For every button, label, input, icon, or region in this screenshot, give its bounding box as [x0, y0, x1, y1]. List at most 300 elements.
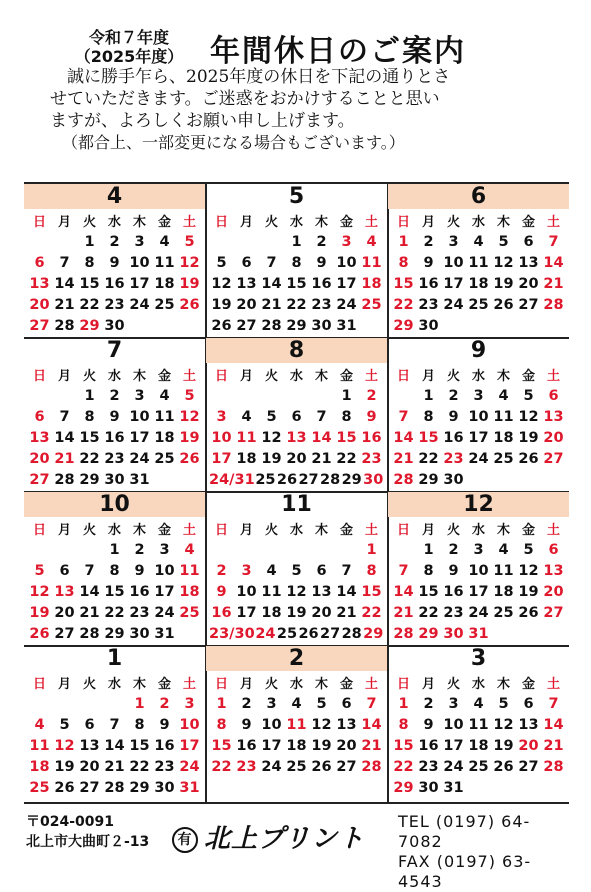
weekday-header — [388, 676, 569, 694]
day-cell: 28 — [393, 626, 414, 642]
weekday-label: 月 — [57, 215, 71, 230]
day-cell: 11 — [154, 255, 175, 271]
weekday-header — [206, 214, 387, 232]
week-row — [388, 778, 569, 799]
day-cell: 18 — [236, 451, 257, 467]
day-cell: 12 — [493, 255, 514, 271]
day-cell: 11 — [468, 717, 489, 733]
day-cell: 21 — [311, 451, 332, 467]
weekday-label: 日 — [32, 677, 46, 692]
day-cell: 10 — [468, 563, 489, 579]
month-block — [24, 646, 205, 800]
day-cell — [491, 470, 516, 491]
week-row — [206, 624, 387, 645]
day-cell: 1 — [84, 234, 95, 250]
week-row — [24, 603, 205, 624]
day-cell: 26 — [518, 451, 539, 467]
day-cell: 2 — [109, 234, 120, 250]
day-cell: 22 — [393, 759, 414, 775]
day-cell: 21 — [543, 738, 564, 754]
day-cell: 6 — [523, 696, 534, 712]
day-cell: 6 — [548, 542, 559, 558]
month-block — [206, 646, 387, 800]
day-cell: 21 — [393, 605, 414, 621]
day-cell: 6 — [316, 563, 327, 579]
day-cell: 18 — [493, 430, 514, 446]
day-cell: 10 — [443, 255, 464, 271]
weekday-label: 木 — [314, 523, 328, 538]
weekday-label: 水 — [289, 369, 303, 384]
weekday-label: 水 — [471, 523, 485, 538]
weekday-label: 土 — [182, 369, 196, 384]
day-cell: 4 — [473, 234, 484, 250]
day-cell: 16 — [443, 584, 464, 600]
day-cell: 19 — [518, 584, 539, 600]
day-cell: 24 — [443, 759, 464, 775]
day-cell: 30 — [104, 472, 125, 488]
day-cell: 16 — [443, 430, 464, 446]
weekday-label: 木 — [314, 677, 328, 692]
week-row — [206, 757, 387, 778]
day-cell: 7 — [398, 563, 409, 579]
day-cell: 23 — [418, 297, 439, 313]
day-cell: 26 — [29, 626, 50, 642]
weekday-label: 金 — [339, 215, 353, 230]
month-label: 6 — [388, 184, 569, 209]
day-cell: 22 — [286, 297, 307, 313]
day-cell: 3 — [216, 409, 227, 425]
day-cell: 27 — [543, 605, 564, 621]
week-row — [24, 316, 205, 337]
day-cell: 22 — [211, 759, 232, 775]
day-cell: 29 — [363, 626, 384, 642]
company-name: 北上プリント — [204, 824, 365, 854]
double-date: 23/30 — [209, 626, 255, 642]
weekday-label: 土 — [546, 215, 560, 230]
day-cell: 29 — [393, 318, 414, 334]
day-cell: 5 — [34, 563, 45, 579]
weekday-label: 月 — [239, 523, 253, 538]
day-cell: 15 — [79, 430, 100, 446]
day-cell: 5 — [216, 255, 227, 271]
week-row — [24, 715, 205, 736]
day-cell: 4 — [34, 717, 45, 733]
day-cell — [77, 694, 102, 715]
day-cell: 26 — [179, 297, 200, 313]
day-cell: 26 — [518, 605, 539, 621]
weekday-label: 日 — [214, 369, 228, 384]
week-row — [24, 778, 205, 799]
day-cell: 23 — [129, 605, 150, 621]
weekday-label: 月 — [57, 369, 71, 384]
day-cell: 9 — [241, 717, 252, 733]
day-cell: 14 — [543, 255, 564, 271]
weekday-header — [206, 522, 387, 540]
month-label: 4 — [24, 184, 205, 209]
day-cell: 14 — [54, 430, 75, 446]
weekday-label: 火 — [264, 215, 278, 230]
weekday-header — [24, 676, 205, 694]
week-row — [388, 295, 569, 316]
day-cell: 20 — [79, 759, 100, 775]
week-row — [388, 603, 569, 624]
month-label: 7 — [106, 338, 123, 363]
day-cell: 3 — [184, 696, 195, 712]
week-row — [388, 757, 569, 778]
day-cell: 6 — [84, 717, 95, 733]
day-cell: 9 — [216, 584, 227, 600]
day-cell — [491, 624, 516, 645]
day-cell: 2 — [448, 388, 459, 404]
company-prefix-mark: 有 — [172, 827, 198, 853]
day-cell: 11 — [236, 430, 257, 446]
day-cell — [209, 778, 234, 799]
month-label: 1 — [106, 646, 123, 671]
day-cell: 8 — [423, 563, 434, 579]
weekday-label: 土 — [546, 523, 560, 538]
week-row — [206, 386, 387, 407]
day-cell: 2 — [366, 388, 377, 404]
day-cell: 28 — [543, 759, 564, 775]
day-cell: 1 — [134, 696, 145, 712]
weekday-label: 水 — [289, 215, 303, 230]
day-cell: 23 — [361, 451, 382, 467]
day-cell: 17 — [443, 738, 464, 754]
weekday-label: 月 — [421, 369, 435, 384]
day-cell: 11 — [493, 409, 514, 425]
day-cell — [466, 778, 491, 799]
day-cell: 4 — [159, 234, 170, 250]
day-cell: 31 — [443, 780, 464, 796]
day-cell: 27 — [320, 626, 341, 642]
day-cell: 1 — [398, 234, 409, 250]
day-cell: 14 — [336, 584, 357, 600]
weekday-label: 金 — [157, 369, 171, 384]
day-cell: 2 — [216, 563, 227, 579]
day-cell: 4 — [266, 563, 277, 579]
day-cell: 2 — [423, 696, 434, 712]
day-cell: 19 — [179, 430, 200, 446]
week-row — [388, 232, 569, 253]
weekday-label: 月 — [421, 215, 435, 230]
day-cell: 26 — [493, 759, 514, 775]
day-cell: 25 — [468, 297, 489, 313]
day-cell: 12 — [54, 738, 75, 754]
day-cell: 30 — [443, 626, 464, 642]
day-cell: 19 — [179, 276, 200, 292]
week-row — [24, 428, 205, 449]
weekday-label: 日 — [214, 523, 228, 538]
weekday-header — [24, 368, 205, 386]
weekday-label: 金 — [521, 523, 535, 538]
month-block — [24, 338, 205, 492]
month-label: 11 — [281, 492, 312, 517]
day-cell — [516, 624, 541, 645]
day-cell — [177, 624, 202, 645]
day-cell: 20 — [29, 451, 50, 467]
day-cell: 11 — [154, 409, 175, 425]
month-label: 12 — [388, 492, 569, 517]
day-cell: 31 — [154, 626, 175, 642]
day-cell: 5 — [498, 234, 509, 250]
weekday-label: 日 — [214, 215, 228, 230]
day-cell: 20 — [236, 297, 257, 313]
week-row — [24, 295, 205, 316]
double-date: 24/31 — [209, 472, 255, 488]
day-cell: 17 — [468, 430, 489, 446]
weekday-label: 金 — [521, 215, 535, 230]
day-cell: 28 — [261, 318, 282, 334]
weekday-label: 水 — [107, 677, 121, 692]
day-cell: 7 — [109, 717, 120, 733]
day-cell: 9 — [134, 563, 145, 579]
day-cell: 14 — [543, 717, 564, 733]
weekday-label: 木 — [314, 215, 328, 230]
day-cell: 3 — [473, 542, 484, 558]
weekday-label: 木 — [132, 215, 146, 230]
week-row — [388, 316, 569, 337]
day-cell: 23 — [443, 605, 464, 621]
weekday-header — [24, 522, 205, 540]
day-cell: 14 — [361, 717, 382, 733]
day-cell: 28 — [320, 472, 341, 488]
week-row — [388, 715, 569, 736]
day-cell: 13 — [286, 430, 307, 446]
day-cell: 18 — [468, 276, 489, 292]
day-cell: 25 — [179, 605, 200, 621]
weekday-label: 金 — [157, 523, 171, 538]
day-cell: 15 — [129, 738, 150, 754]
address: 北上市大曲町２-13 — [26, 834, 150, 850]
day-cell: 8 — [84, 409, 95, 425]
day-cell — [27, 386, 52, 407]
day-cell — [441, 316, 466, 337]
day-cell: 20 — [518, 738, 539, 754]
day-cell: 24 — [179, 759, 200, 775]
day-cell: 16 — [418, 738, 439, 754]
day-cell: 17 — [443, 276, 464, 292]
weekday-label: 日 — [214, 677, 228, 692]
day-cell: 18 — [361, 276, 382, 292]
day-cell — [541, 316, 566, 337]
day-cell: 10 — [443, 717, 464, 733]
day-cell — [52, 232, 77, 253]
day-cell — [259, 540, 284, 561]
weekday-label: 水 — [107, 369, 121, 384]
day-cell: 12 — [286, 584, 307, 600]
day-cell: 7 — [366, 696, 377, 712]
day-cell: 6 — [59, 563, 70, 579]
day-cell — [466, 316, 491, 337]
day-cell: 12 — [311, 717, 332, 733]
day-cell: 18 — [493, 584, 514, 600]
day-cell: 19 — [518, 430, 539, 446]
day-cell: 24 — [129, 297, 150, 313]
day-cell: 11 — [286, 717, 307, 733]
day-cell: 13 — [336, 717, 357, 733]
day-cell: 8 — [398, 717, 409, 733]
week-row — [206, 582, 387, 603]
weekday-label: 火 — [446, 369, 460, 384]
day-cell: 26 — [311, 759, 332, 775]
day-cell: 10 — [261, 717, 282, 733]
weekday-label: 月 — [239, 369, 253, 384]
day-cell: 11 — [29, 738, 50, 754]
day-cell: 20 — [286, 451, 307, 467]
weekday-label: 金 — [521, 677, 535, 692]
day-cell — [52, 540, 77, 561]
day-cell: 24 — [468, 451, 489, 467]
week-row — [206, 449, 387, 470]
weekday-label: 木 — [132, 677, 146, 692]
week-row — [388, 428, 569, 449]
day-cell: 8 — [366, 563, 377, 579]
day-cell: 18 — [154, 430, 175, 446]
day-cell: 27 — [518, 297, 539, 313]
weekday-header — [388, 214, 569, 232]
day-cell: 1 — [216, 696, 227, 712]
weekday-label: 火 — [82, 215, 96, 230]
intro-line: せていただきます。ご迷惑をおかけすることと思い — [50, 89, 440, 109]
day-cell — [52, 386, 77, 407]
weekday-label: 火 — [82, 369, 96, 384]
weekday-label: 水 — [289, 677, 303, 692]
day-cell: 22 — [129, 759, 150, 775]
day-cell: 9 — [423, 255, 434, 271]
day-cell: 3 — [448, 234, 459, 250]
day-cell: 27 — [29, 318, 50, 334]
weekday-label: 水 — [107, 215, 121, 230]
day-cell: 27 — [518, 759, 539, 775]
day-cell: 18 — [286, 738, 307, 754]
day-cell — [234, 540, 259, 561]
day-cell: 10 — [336, 255, 357, 271]
weekday-label: 土 — [364, 523, 378, 538]
day-cell: 4 — [498, 388, 509, 404]
day-cell — [516, 470, 541, 491]
day-cell: 9 — [448, 563, 459, 579]
day-cell: 14 — [104, 738, 125, 754]
day-cell: 12 — [518, 563, 539, 579]
day-cell: 2 — [448, 542, 459, 558]
month-label: 9 — [470, 338, 487, 363]
day-cell: 9 — [316, 255, 327, 271]
day-cell: 28 — [79, 626, 100, 642]
day-cell: 19 — [286, 605, 307, 621]
weekday-label: 日 — [32, 523, 46, 538]
weekday-label: 木 — [496, 215, 510, 230]
day-cell: 1 — [109, 542, 120, 558]
day-cell: 25 — [154, 297, 175, 313]
month-label: 2 — [206, 646, 387, 671]
weekday-label: 土 — [364, 369, 378, 384]
day-cell: 4 — [291, 696, 302, 712]
day-cell — [27, 694, 52, 715]
weekday-label: 日 — [396, 215, 410, 230]
day-cell: 29 — [79, 318, 100, 334]
day-cell: 10 — [154, 563, 175, 579]
week-row — [388, 694, 569, 715]
day-cell: 6 — [34, 409, 45, 425]
weekday-label: 金 — [157, 215, 171, 230]
week-row — [24, 582, 205, 603]
day-cell: 19 — [493, 276, 514, 292]
day-cell: 29 — [393, 780, 414, 796]
day-cell: 9 — [109, 409, 120, 425]
week-row — [206, 715, 387, 736]
day-cell: 22 — [418, 605, 439, 621]
intro-line: ますが、よろしくお願い申し上げます。 — [50, 111, 355, 131]
intro-text — [50, 66, 570, 154]
week-row — [388, 386, 569, 407]
day-cell: 15 — [393, 276, 414, 292]
day-cell: 10 — [129, 409, 150, 425]
day-cell — [152, 316, 177, 337]
day-cell: 3 — [241, 563, 252, 579]
day-cell: 21 — [54, 297, 75, 313]
weekday-label: 月 — [421, 677, 435, 692]
day-cell: 7 — [398, 409, 409, 425]
weekday-label: 土 — [546, 677, 560, 692]
day-cell: 17 — [261, 738, 282, 754]
day-cell: 18 — [261, 605, 282, 621]
week-row — [206, 295, 387, 316]
day-cell: 6 — [523, 234, 534, 250]
day-cell: 4 — [473, 696, 484, 712]
day-cell: 31 — [336, 318, 357, 334]
day-cell: 14 — [393, 584, 414, 600]
day-cell — [234, 386, 259, 407]
month-block — [206, 492, 387, 646]
week-row — [24, 232, 205, 253]
day-cell: 4 — [159, 388, 170, 404]
week-row — [24, 757, 205, 778]
weekday-label: 土 — [546, 369, 560, 384]
day-cell: 20 — [54, 605, 75, 621]
weekday-label: 月 — [57, 677, 71, 692]
day-cell: 30 — [311, 318, 332, 334]
day-cell — [209, 624, 255, 645]
day-cell: 30 — [418, 318, 439, 334]
day-cell: 15 — [104, 584, 125, 600]
week-row — [24, 694, 205, 715]
day-cell: 16 — [104, 430, 125, 446]
day-cell — [234, 232, 259, 253]
day-cell — [541, 470, 566, 491]
day-cell: 8 — [291, 255, 302, 271]
day-cell: 28 — [54, 318, 75, 334]
month-block — [388, 646, 569, 800]
month-block — [206, 338, 387, 492]
weekday-label: 日 — [396, 677, 410, 692]
weekday-header — [206, 368, 387, 386]
day-cell — [359, 316, 384, 337]
week-row — [206, 470, 387, 491]
weekday-label: 水 — [471, 369, 485, 384]
day-cell: 29 — [79, 472, 100, 488]
day-cell: 17 — [211, 451, 232, 467]
day-cell: 8 — [84, 255, 95, 271]
week-row — [388, 582, 569, 603]
day-cell: 25 — [361, 297, 382, 313]
day-cell: 21 — [261, 297, 282, 313]
day-cell: 16 — [361, 430, 382, 446]
week-row — [24, 274, 205, 295]
day-cell: 28 — [393, 472, 414, 488]
day-cell: 17 — [236, 605, 257, 621]
weekday-label: 水 — [471, 677, 485, 692]
era-line2: （2025年度） — [74, 47, 184, 66]
